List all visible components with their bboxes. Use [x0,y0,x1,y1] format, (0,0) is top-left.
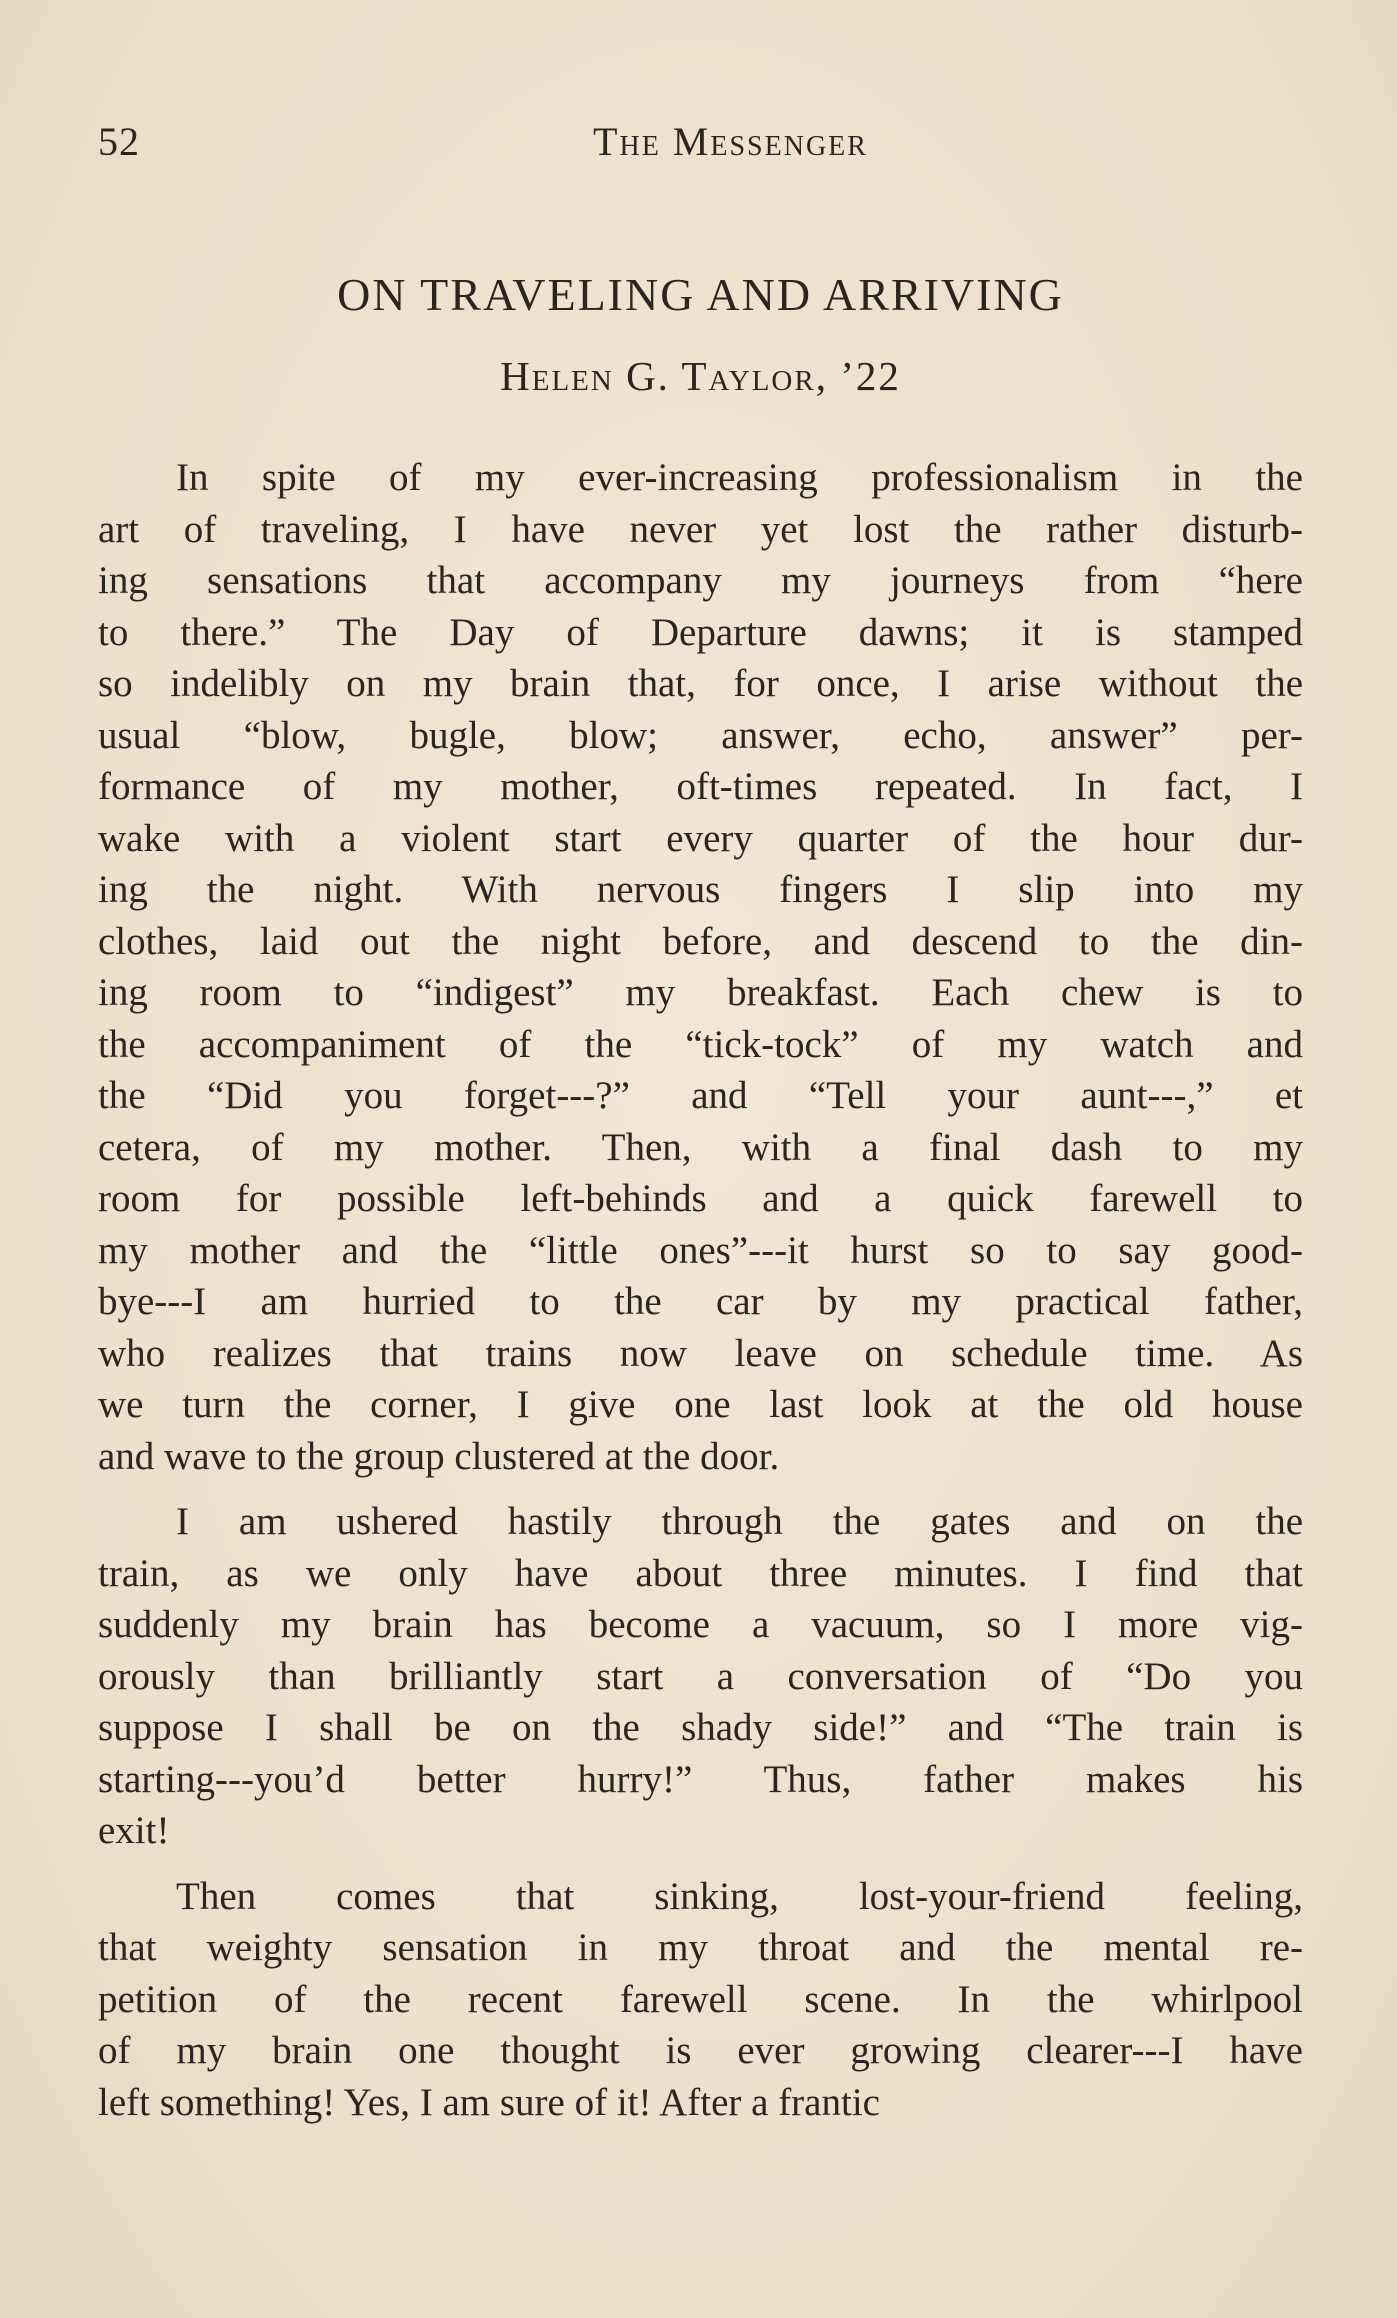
text-line: that weighty sensation in my throat and the mental re- [98,1926,1303,1969]
text-line: of my brain one thought is ever growing clearer---I have [98,2029,1303,2072]
text-line: suppose I shall be on the shady side!” and “The train is [98,1706,1303,1749]
text-line: exit! [98,1809,170,1852]
text-line: bye---I am hurried to the car by my practical father, [98,1280,1303,1323]
article-title: ON TRAVELING AND ARRIVING [337,269,1064,320]
text-line: train, as we only have about three minutes. I find that [98,1551,1303,1595]
text-line: who realizes that trains now leave on schedule time. As [98,1331,1303,1375]
text-line: In spite of my ever-increasing professionalism in the [176,456,1303,499]
text-line: and wave to the group clustered at the door. [98,1434,780,1478]
text-line: cetera, of my mother. Then, with a final dash to my [98,1125,1303,1169]
text-line: left something! Yes, I am sure of it! After a frantic [98,2080,880,2124]
text-line: suddenly my brain has become a vacuum, so I more vig- [98,1603,1303,1646]
text-line: to there.” The Day of Departure dawns; it is stamped [98,610,1303,654]
text-line: we turn the corner, I give one last look at the old house [98,1383,1303,1426]
text-line: room for possible left-behinds and a quick farewell to [98,1177,1303,1220]
text-line: ing room to “indigest” my breakfast. Each chew is to [98,971,1303,1014]
paragraph [98,452,1303,1482]
article-byline: Helen G. Taylor, ’22 [500,353,901,399]
text-line: ing the night. With nervous fingers I slip into my [98,868,1303,911]
text-line: starting---you’d better hurry!” Thus, father makes his [98,1757,1303,1801]
text-line: Then comes that sinking, lost-your-friend feeling, [176,1874,1303,1918]
text-line: clothes, laid out the night before, and descend to the din- [98,919,1303,963]
text-line: formance of my mother, oft-times repeated. In fact, I [98,765,1303,808]
running-title: The Messenger [593,119,868,164]
article-body [98,452,1303,2142]
text-line: so indelibly on my brain that, for once, I arise without the [98,662,1303,705]
text-line: ing sensations that accompany my journeys from “here [98,559,1303,602]
text-line: orously than brilliantly start a conversation of “Do you [98,1654,1303,1698]
text-line: art of traveling, I have never yet lost the rather disturb- [98,507,1303,551]
paragraph [98,1496,1303,1857]
text-line: petition of the recent farewell scene. In the whirlpool [98,1977,1303,2021]
running-head [98,118,1303,178]
text-line: my mother and the “little ones”---it hurst so to say good- [98,1228,1303,1272]
text-line: I am ushered hastily through the gates and on the [176,1500,1303,1543]
text-line: usual “blow, bugle, blow; answer, echo, answer” per- [98,713,1303,757]
paragraph [98,1871,1303,2129]
text-line: wake with a violent start every quarter of the hour dur- [98,816,1303,860]
text-line: the “Did you forget---?” and “Tell your aunt---,” et [98,1074,1303,1117]
page-number: 52 [98,119,140,164]
text-line: the accompaniment of the “tick-tock” of my watch and [98,1022,1303,1066]
